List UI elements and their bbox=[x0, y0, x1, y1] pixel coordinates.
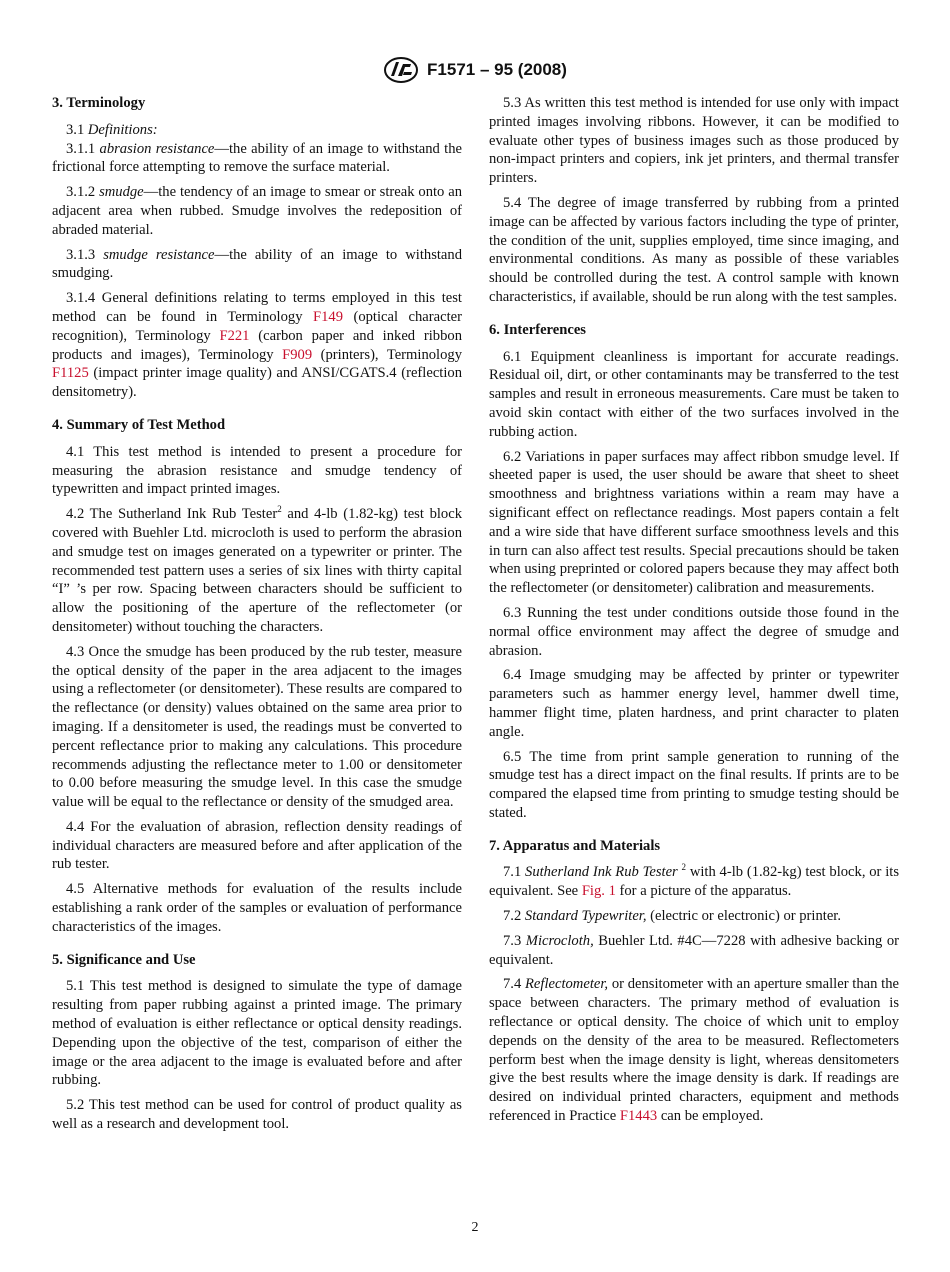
paragraph-3-1-4: 3.1.4 General definitions relating to terms employed in this test method can be found in Terminology F149 (optical character recognition), Terminology F221 (carbon paper and inked ribbon products and images), Terminology F909 (printers), Terminology F1125 (impact printer image quality) and ANSI/CGATS.4 (reflection densitometry). bbox=[52, 290, 462, 401]
paragraph-6-3: 6.3 Running the test under conditions outside those found in the normal office environment may affect the degree of smudge and abrasion. bbox=[489, 604, 899, 659]
paragraph-7-3: 7.3 Microcloth, Buehler Ltd. #4C—7228 with adhesive backing or equivalent. bbox=[489, 932, 900, 968]
ref-link-f909[interactable]: F909 bbox=[282, 346, 313, 363]
paragraph-4-5: 4.5 Alternative methods for evaluation of the results include establishing a rank order of the samples or evaluation of performance characteristics of the images. bbox=[52, 881, 462, 935]
paragraph-5-1: 5.1 This test method is designed to simulate the type of damage resulting from paper rubbing against a printed image. The primary method of evaluation is either reflectance or optical density readings. Depending upon the objective of the test, comparison of either the image or the area adjacent to the image is evaluated before and after rubbing. bbox=[52, 978, 462, 1089]
right-column bbox=[489, 94, 899, 1132]
paragraph-5-4: 5.4 The degree of image transferred by rubbing from a printed image can be affected by various factors including the type of printer, the condition of the unit, supplies employed, time since imaging, and environmental conditions. As many as possible of these variables should be controlled during the test. A control sample with known characteristics, if available, should be run along with the test samples. bbox=[489, 194, 899, 305]
ref-link-f221[interactable]: F221 bbox=[219, 327, 250, 344]
astm-logo-icon bbox=[383, 56, 419, 84]
section-heading: 6. Interferences bbox=[489, 321, 586, 338]
section-heading: 4. Summary of Test Method bbox=[52, 416, 226, 433]
paragraph-3-1-2: 3.1.2 smudge—the tendency of an image to smear or streak onto an adjacent area when rubbed. Smudge involves the redeposition of abraded material. bbox=[52, 184, 462, 238]
page-number: 2 bbox=[471, 1220, 479, 1235]
page-header bbox=[0, 54, 950, 86]
document-designation: F1571 – 95 (2008) bbox=[427, 60, 567, 79]
paragraph-6-4: 6.4 Image smudging may be affected by printer or typewriter parameters such as hammer energy level, hammer dwell time, hammer flight time, platen hardness, and print character to platen angle. bbox=[489, 667, 899, 740]
paragraph-6-1: 6.1 Equipment cleanliness is important for accurate readings. Residual oil, dirt, or other contaminants may be transferred to the test samples and result in erroneous measurements. Care must be taken to avoid skin contact with either of the two surfaces involved in the rubbing action. bbox=[489, 348, 899, 440]
paragraph-4-1: 4.1 This test method is intended to present a procedure for measuring the abrasion resistance and smudge tendency of typewritten and impact printed images. bbox=[52, 443, 462, 498]
paragraph-4-2: 4.2 The Sutherland Ink Rub Tester$^2$ and 4-lb (1.82-kg) test block covered with Buehler Ltd. microcloth is used to perform the abrasion and smudge test on images generated on a typewriter or printer. The recommended test pattern uses a series of six lines with thirty capital “I” ’s per row. Spacing between characters should be sufficient to allow the positioning of the aperture of the reflectometer (or densitometer) without touching the characters. bbox=[52, 504, 462, 635]
section-heading: 3. Terminology bbox=[52, 95, 146, 111]
paragraph-4-3: 4.3 Once the smudge has been produced by the rub tester, measure the optical density of the paper in the area adjacent to the images using a reflectometer (or densitometer). These results are compared to the reflectance (or density) values obtained on the same area prior to imaging. If a densitometer is used, the readings must be converted to percent reflectance prior to making any calculations. This procedure recommends adjusting the reflectance meter to 1.00 or densitometer to 0.00 before measuring the smudge level. In this case the smudge value will be equal to the reflectance or density of the smudged area. bbox=[52, 643, 462, 811]
ref-link-fig-1[interactable]: Fig. 1 bbox=[581, 883, 616, 900]
ref-link-f149[interactable]: F149 bbox=[312, 308, 343, 325]
ref-link-f1443[interactable]: F1443 bbox=[619, 1108, 658, 1125]
paragraph-3-1-3: 3.1.3 smudge resistance—the ability of an image to withstand smudging. bbox=[52, 246, 463, 282]
left-column bbox=[52, 94, 462, 1140]
paragraph-7-1: 7.1 Sutherland Ink Rub Tester $^2$ with 4-lb (1.82-kg) test block, or its equivalent. See Fig. 1 for a picture of the apparatus. bbox=[489, 862, 899, 900]
paragraph-3-1: 3.1 Definitions: bbox=[66, 121, 158, 138]
section-heading: 5. Significance and Use bbox=[52, 951, 196, 968]
paragraph-5-3: 5.3 As written this test method is intended for use only with impact printed images involving ribbons. However, it can be modified to evaluate other types of business images such as those produced by non-impact printers and copiers, ink jet printers, and thermal transfer printers. bbox=[489, 95, 899, 187]
paragraph-6-5: 6.5 The time from print sample generation to running of the smudge test has a direct impact on the final results. If prints are to be compared the elapsed time from printing to smudge testing should be stated. bbox=[489, 748, 899, 821]
paragraph-7-2: 7.2 Standard Typewriter, (electric or electronic) or printer. bbox=[503, 908, 841, 925]
section-heading: 7. Apparatus and Materials bbox=[489, 837, 661, 854]
paragraph-7-4: 7.4 Reflectometer, or densitometer with an aperture smaller than the space between characters. The primary method of evaluation is reflectance or optical density. The choice of which unit to employ depends on the density of the area to be measured. Reflectometers perform best when the image density is light, whereas densitometers give the best results where the image density is dark. If readings are desired on individual printed characters, equipment and methods referenced in Practice F1443 can be employed. bbox=[489, 976, 900, 1125]
paragraph-6-2: 6.2 Variations in paper surfaces may affect ribbon smudge level. If sheeted paper is used, the user should be aware that sheet to sheet smoothness and brightness variations within a ream may have a significant effect on reflectance readings. Most papers contain a felt and a wire side that have different surface smoothness levels and this in turn can also affect test results. Special precautions should be taken when using preprinted or colored papers because they may affect both the reflectometer (or densitometer) calibration and measurements. bbox=[489, 448, 899, 597]
paragraph-4-4: 4.4 For the evaluation of abrasion, reflection density readings of individual characters are measured before and after application of the rub tester. bbox=[52, 818, 462, 873]
paragraph-3-1-1: 3.1.1 abrasion resistance—the ability of an image to withstand the frictional force attempting to remove the surface material. bbox=[52, 140, 462, 176]
ref-link-f1125[interactable]: F1125 bbox=[52, 365, 89, 382]
paragraph-5-2: 5.2 This test method can be used for control of product quality as well as a research and development tool. bbox=[52, 1097, 462, 1133]
